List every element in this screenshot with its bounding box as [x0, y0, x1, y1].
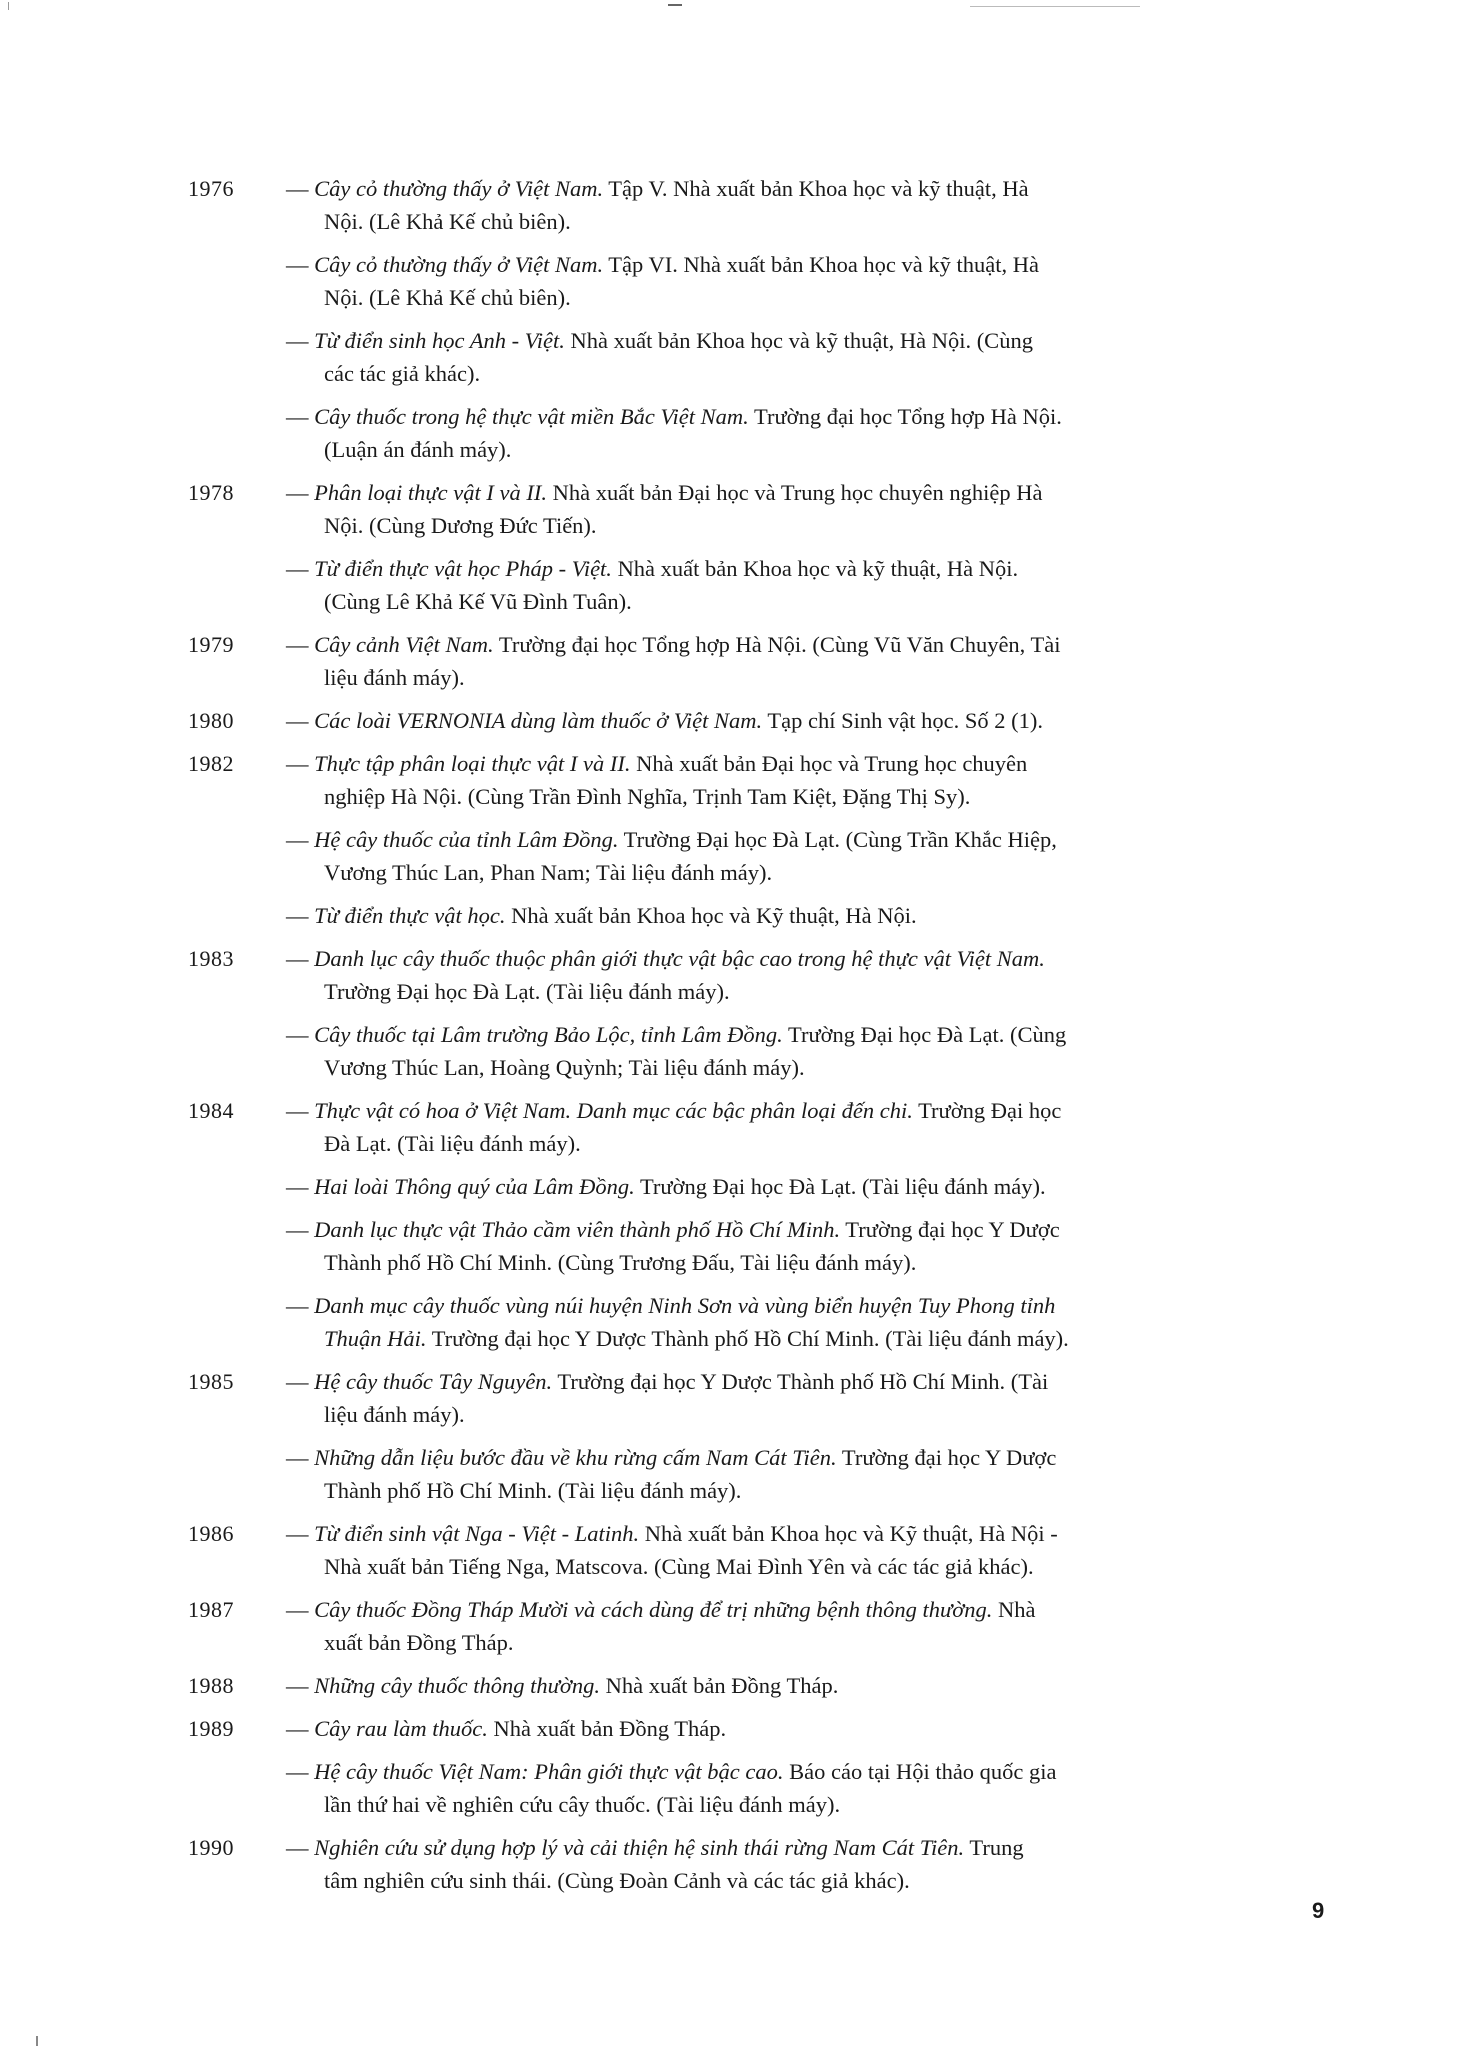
- entry-publisher: Trường đại học Tổng hợp Hà Nội.: [748, 404, 1062, 429]
- entry-dash: —: [286, 480, 315, 505]
- bibliography-entry: [188, 823, 1328, 889]
- entry-line-continued: [286, 661, 1328, 694]
- entry-dash: —: [286, 1098, 315, 1123]
- bibliography-entry: [188, 400, 1328, 466]
- entry-body: [286, 1094, 1328, 1160]
- entry-title: Từ điển thực vật học Pháp - Việt.: [314, 556, 612, 581]
- bibliography-entry: [188, 1517, 1328, 1583]
- entry-dash: —: [286, 1597, 315, 1622]
- entry-publisher: Nhà: [992, 1597, 1036, 1622]
- bibliography-entry: [188, 747, 1328, 813]
- entry-body: [286, 628, 1328, 694]
- entry-body: [286, 400, 1328, 466]
- entry-line: [286, 248, 1328, 281]
- entry-line-continued: [286, 1626, 1328, 1659]
- entry-line: [286, 1669, 1328, 1702]
- entry-publisher: Trung: [964, 1835, 1024, 1860]
- bibliography-entry: [188, 1365, 1328, 1431]
- entry-dash: —: [286, 1673, 315, 1698]
- entry-line-continued: [286, 1051, 1328, 1084]
- entry-title: Phân loại thực vật I và II.: [314, 480, 547, 505]
- entry-dash: —: [286, 1022, 315, 1047]
- entry-note: Nội. (Lê Khả Kế chủ biên).: [324, 285, 571, 310]
- bibliography-entry: [188, 476, 1328, 542]
- entry-body: [286, 1831, 1328, 1897]
- entry-line-continued: [286, 1864, 1328, 1897]
- entry-body: [286, 1669, 1328, 1702]
- bibliography-entry: [188, 1018, 1328, 1084]
- entry-dash: —: [286, 1835, 315, 1860]
- entry-line: [286, 747, 1328, 780]
- entry-line: [286, 1213, 1328, 1246]
- entry-line-continued: [286, 1246, 1328, 1279]
- entry-title: Các loài VERNONIA dùng làm thuốc ở Việt Nam.: [314, 708, 763, 733]
- entry-year: 1990: [188, 1835, 234, 1860]
- scan-mark: [970, 6, 1140, 7]
- entry-line-continued: [286, 1398, 1328, 1431]
- scan-mark: [8, 2, 9, 10]
- entry-line-continued: [286, 1788, 1328, 1821]
- bibliography-entry: [188, 1289, 1328, 1355]
- entry-year: 1978: [188, 480, 234, 505]
- entry-body: [286, 1755, 1328, 1821]
- entry-title: Từ điển sinh học Anh - Việt.: [314, 328, 565, 353]
- entry-note: xuất bản Đồng Tháp.: [324, 1630, 514, 1655]
- entry-year: 1983: [188, 946, 234, 971]
- entry-year: 1985: [188, 1369, 234, 1394]
- entry-title: Cây thuốc Đồng Tháp Mười và cách dùng để trị những bệnh thông thường.: [314, 1597, 993, 1622]
- entry-title: Cây rau làm thuốc.: [314, 1716, 488, 1741]
- entry-note: (Luận án đánh máy).: [324, 437, 512, 462]
- entry-publisher: Nhà xuất bản Đại học và Trung học chuyên: [630, 751, 1028, 776]
- entry-note: Thành phố Hồ Chí Minh. (Tài liệu đánh máy).: [324, 1478, 742, 1503]
- entry-note: Đà Lạt. (Tài liệu đánh máy).: [324, 1131, 581, 1156]
- entry-dash: —: [286, 404, 315, 429]
- entry-body: [286, 1517, 1328, 1583]
- entry-body: [286, 476, 1328, 542]
- entry-title: Thực vật có hoa ở Việt Nam. Danh mục các bậc phân loại đến chi.: [314, 1098, 913, 1123]
- entry-publisher: Nhà xuất bản Khoa học và kỹ thuật, Hà Nội.: [611, 556, 1019, 581]
- entry-note: Vương Thúc Lan, Hoàng Quỳnh; Tài liệu đánh máy).: [324, 1055, 805, 1080]
- entry-note: Trường Đại học Đà Lạt. (Tài liệu đánh máy).: [324, 979, 730, 1004]
- entry-year: 1980: [188, 708, 234, 733]
- bibliography-entry: [188, 1593, 1328, 1659]
- entry-title: Cây cỏ thường thấy ở Việt Nam.: [314, 176, 604, 201]
- entry-title: Những cây thuốc thông thường.: [314, 1673, 601, 1698]
- entry-note: Nội. (Lê Khả Kế chủ biên).: [324, 209, 571, 234]
- entry-body: [286, 1441, 1328, 1507]
- entry-note: Nhà xuất bản Tiếng Nga, Matscova. (Cùng Mai Đình Yên và các tác giả khác).: [324, 1554, 1034, 1579]
- entry-title: Danh lục cây thuốc thuộc phân giới thực vật bậc cao trong hệ thực vật Việt Nam.: [314, 946, 1045, 971]
- entry-dash: —: [286, 1445, 315, 1470]
- page-number: 9: [1312, 1898, 1325, 1923]
- entry-line-continued: [286, 357, 1328, 390]
- entry-year: 1976: [188, 176, 234, 201]
- bibliography-entry: [188, 1669, 1328, 1702]
- entry-body: [286, 1213, 1328, 1279]
- entry-body: [286, 899, 1328, 932]
- entry-note: Vương Thúc Lan, Phan Nam; Tài liệu đánh máy).: [324, 860, 773, 885]
- bibliography-entry: [188, 704, 1328, 737]
- bibliography-entry: [188, 1170, 1328, 1203]
- entry-note: lần thứ hai về nghiên cứu cây thuốc. (Tài liệu đánh máy).: [324, 1792, 841, 1817]
- entry-publisher: Tập VI. Nhà xuất bản Khoa học và kỹ thuật, Hà: [603, 252, 1040, 277]
- entry-note: các tác giả khác).: [324, 361, 481, 386]
- entry-note: Trường đại học Y Dược Thành phố Hồ Chí Minh. (Tài liệu đánh máy).: [426, 1326, 1069, 1351]
- entry-title: Thực tập phân loại thực vật I và II.: [314, 751, 631, 776]
- bibliography-entry: [188, 1213, 1328, 1279]
- bibliography-entry: [188, 1441, 1328, 1507]
- entry-publisher: Nhà xuất bản Đồng Tháp.: [600, 1673, 839, 1698]
- entry-note: (Cùng Lê Khả Kế Vũ Đình Tuân).: [324, 589, 632, 614]
- entry-line-continued: [286, 1474, 1328, 1507]
- entry-line: [286, 1094, 1328, 1127]
- entry-line: [286, 1289, 1328, 1322]
- entry-body: [286, 942, 1328, 1008]
- entry-line: [286, 1441, 1328, 1474]
- entry-line-continued: [286, 856, 1328, 889]
- entry-body: [286, 552, 1328, 618]
- entry-publisher: Nhà xuất bản Khoa học và kỹ thuật, Hà Nội. (Cùng: [564, 328, 1033, 353]
- entry-note: liệu đánh máy).: [324, 1402, 465, 1427]
- entry-year: 1979: [188, 632, 234, 657]
- entry-year: 1989: [188, 1716, 234, 1741]
- entry-body: [286, 1593, 1328, 1659]
- entry-body: [286, 1170, 1328, 1203]
- entry-dash: —: [286, 556, 315, 581]
- entry-line: [286, 172, 1328, 205]
- scan-mark-bottom: [36, 2036, 38, 2046]
- entry-title: Từ điển sinh vật Nga - Việt - Latinh.: [314, 1521, 640, 1546]
- entry-line-continued: [286, 509, 1328, 542]
- bibliography-entry: [188, 172, 1328, 238]
- entry-line-continued: [286, 281, 1328, 314]
- entry-publisher: Trường đại học Tổng hợp Hà Nội. (Cùng Vũ Văn Chuyên, Tài: [493, 632, 1061, 657]
- bibliography-list: [188, 172, 1328, 1907]
- entry-dash: —: [286, 751, 315, 776]
- entry-line: [286, 476, 1328, 509]
- entry-line: [286, 823, 1328, 856]
- entry-body: [286, 1365, 1328, 1431]
- bibliography-entry: [188, 248, 1328, 314]
- entry-title: Cây cỏ thường thấy ở Việt Nam.: [314, 252, 604, 277]
- entry-dash: —: [286, 1174, 315, 1199]
- entry-line: [286, 628, 1328, 661]
- entry-line-continued: [286, 1322, 1328, 1355]
- entry-title: Hệ cây thuốc của tỉnh Lâm Đồng.: [314, 827, 619, 852]
- entry-title: Danh mục cây thuốc vùng núi huyện Ninh Sơn và vùng biển huyện Tuy Phong tỉnh: [314, 1293, 1056, 1318]
- entry-line: [286, 1365, 1328, 1398]
- entry-publisher: Trường đại học Y Dược: [836, 1445, 1057, 1470]
- entry-title: Từ điển thực vật học.: [314, 903, 506, 928]
- scan-marks-top: [0, 0, 1479, 14]
- entry-dash: —: [286, 1759, 315, 1784]
- entry-title: Cây cảnh Việt Nam.: [314, 632, 494, 657]
- entry-title: Hệ cây thuốc Tây Nguyên.: [314, 1369, 553, 1394]
- bibliography-entry: [188, 1712, 1328, 1745]
- entry-dash: —: [286, 176, 315, 201]
- entry-line: [286, 1593, 1328, 1626]
- entry-body: [286, 172, 1328, 238]
- bibliography-entry: [188, 1755, 1328, 1821]
- entry-title: Cây thuốc trong hệ thực vật miền Bắc Việt Nam.: [314, 404, 749, 429]
- entry-line: [286, 1831, 1328, 1864]
- entry-line: [286, 942, 1328, 975]
- entry-note: nghiệp Hà Nội. (Cùng Trần Đình Nghĩa, Trịnh Tam Kiệt, Đặng Thị Sy).: [324, 784, 971, 809]
- entry-dash: —: [286, 252, 315, 277]
- entry-publisher: Tạp chí Sinh vật học. Số 2 (1).: [762, 708, 1043, 733]
- entry-body: [286, 1712, 1328, 1745]
- entry-body: [286, 704, 1328, 737]
- entry-dash: —: [286, 1293, 315, 1318]
- entry-dash: —: [286, 827, 315, 852]
- entry-body: [286, 823, 1328, 889]
- entry-dash: —: [286, 1716, 315, 1741]
- entry-line-continued: [286, 1127, 1328, 1160]
- entry-dash: —: [286, 946, 315, 971]
- entry-title: Danh lục thực vật Thảo cầm viên thành phố Hồ Chí Minh.: [314, 1217, 841, 1242]
- entry-line: [286, 552, 1328, 585]
- entry-note: Thành phố Hồ Chí Minh. (Cùng Trương Đấu, Tài liệu đánh máy).: [324, 1250, 917, 1275]
- entry-publisher: Báo cáo tại Hội thảo quốc gia: [783, 1759, 1057, 1784]
- entry-line: [286, 1712, 1328, 1745]
- entry-note: Nội. (Cùng Dương Đức Tiến).: [324, 513, 597, 538]
- entry-publisher: Nhà xuất bản Khoa học và Kỹ thuật, Hà Nội.: [505, 903, 917, 928]
- entry-publisher: Tập V. Nhà xuất bản Khoa học và kỹ thuật, Hà: [603, 176, 1029, 201]
- entry-body: [286, 747, 1328, 813]
- entry-publisher: Trường Đại học Đà Lạt. (Cùng: [782, 1022, 1067, 1047]
- entry-note: tâm nghiên cứu sinh thái. (Cùng Đoàn Cảnh và các tác giả khác).: [324, 1868, 910, 1893]
- entry-year: 1988: [188, 1673, 234, 1698]
- entry-year: 1987: [188, 1597, 234, 1622]
- entry-line: [286, 400, 1328, 433]
- entry-line: [286, 704, 1328, 737]
- entry-line-continued: [286, 205, 1328, 238]
- entry-line: [286, 1170, 1328, 1203]
- entry-line-continued: [286, 780, 1328, 813]
- bibliography-entry: [188, 1094, 1328, 1160]
- entry-title: Hai loài Thông quý của Lâm Đồng.: [314, 1174, 635, 1199]
- entry-publisher: Trường Đại học Đà Lạt. (Cùng Trần Khắc Hiệp,: [618, 827, 1057, 852]
- bibliography-entry: [188, 899, 1328, 932]
- entry-publisher: Trường Đại học: [912, 1098, 1062, 1123]
- scan-mark: [668, 4, 682, 6]
- bibliography-entry: [188, 628, 1328, 694]
- entry-dash: —: [286, 903, 315, 928]
- entry-year: 1982: [188, 751, 234, 776]
- entry-body: [286, 248, 1328, 314]
- entry-dash: —: [286, 632, 315, 657]
- entry-body: [286, 1289, 1328, 1355]
- entry-body: [286, 324, 1328, 390]
- entry-publisher: Nhà xuất bản Đại học và Trung học chuyên nghiệp Hà: [546, 480, 1043, 505]
- entry-line-continued: [286, 433, 1328, 466]
- entry-title: Cây thuốc tại Lâm trường Bảo Lộc, tỉnh Lâm Đồng.: [314, 1022, 783, 1047]
- entry-dash: —: [286, 328, 315, 353]
- entry-body: [286, 1018, 1328, 1084]
- entry-line: [286, 324, 1328, 357]
- entry-line: [286, 899, 1328, 932]
- entry-publisher: Nhà xuất bản Khoa học và Kỹ thuật, Hà Nội -: [639, 1521, 1058, 1546]
- bibliography-entry: [188, 552, 1328, 618]
- entry-publisher: Trường đại học Y Dược: [840, 1217, 1060, 1242]
- bibliography-entry: [188, 942, 1328, 1008]
- entry-line: [286, 1517, 1328, 1550]
- entry-dash: —: [286, 708, 315, 733]
- bibliography-entry: [188, 324, 1328, 390]
- entry-year: 1984: [188, 1098, 234, 1123]
- bibliography-entry: [188, 1831, 1328, 1897]
- entry-note: liệu đánh máy).: [324, 665, 465, 690]
- entry-title-continued: Thuận Hải.: [324, 1326, 427, 1351]
- entry-publisher: Trường Đại học Đà Lạt. (Tài liệu đánh máy).: [634, 1174, 1046, 1199]
- entry-line: [286, 1755, 1328, 1788]
- entry-publisher: Nhà xuất bản Đồng Tháp.: [487, 1716, 727, 1741]
- entry-dash: —: [286, 1369, 315, 1394]
- entry-line: [286, 1018, 1328, 1051]
- entry-title: Những dẫn liệu bước đầu về khu rừng cấm Nam Cát Tiên.: [314, 1445, 837, 1470]
- entry-dash: —: [286, 1521, 315, 1546]
- entry-publisher: Trường đại học Y Dược Thành phố Hồ Chí Minh. (Tài: [552, 1369, 1049, 1394]
- entry-dash: —: [286, 1217, 315, 1242]
- entry-title: Nghiên cứu sử dụng hợp lý và cải thiện hệ sinh thái rừng Nam Cát Tiên.: [314, 1835, 965, 1860]
- entry-year: 1986: [188, 1521, 234, 1546]
- entry-line-continued: [286, 1550, 1328, 1583]
- entry-line-continued: [286, 585, 1328, 618]
- entry-line-continued: [286, 975, 1328, 1008]
- entry-title: Hệ cây thuốc Việt Nam: Phân giới thực vật bậc cao.: [314, 1759, 784, 1784]
